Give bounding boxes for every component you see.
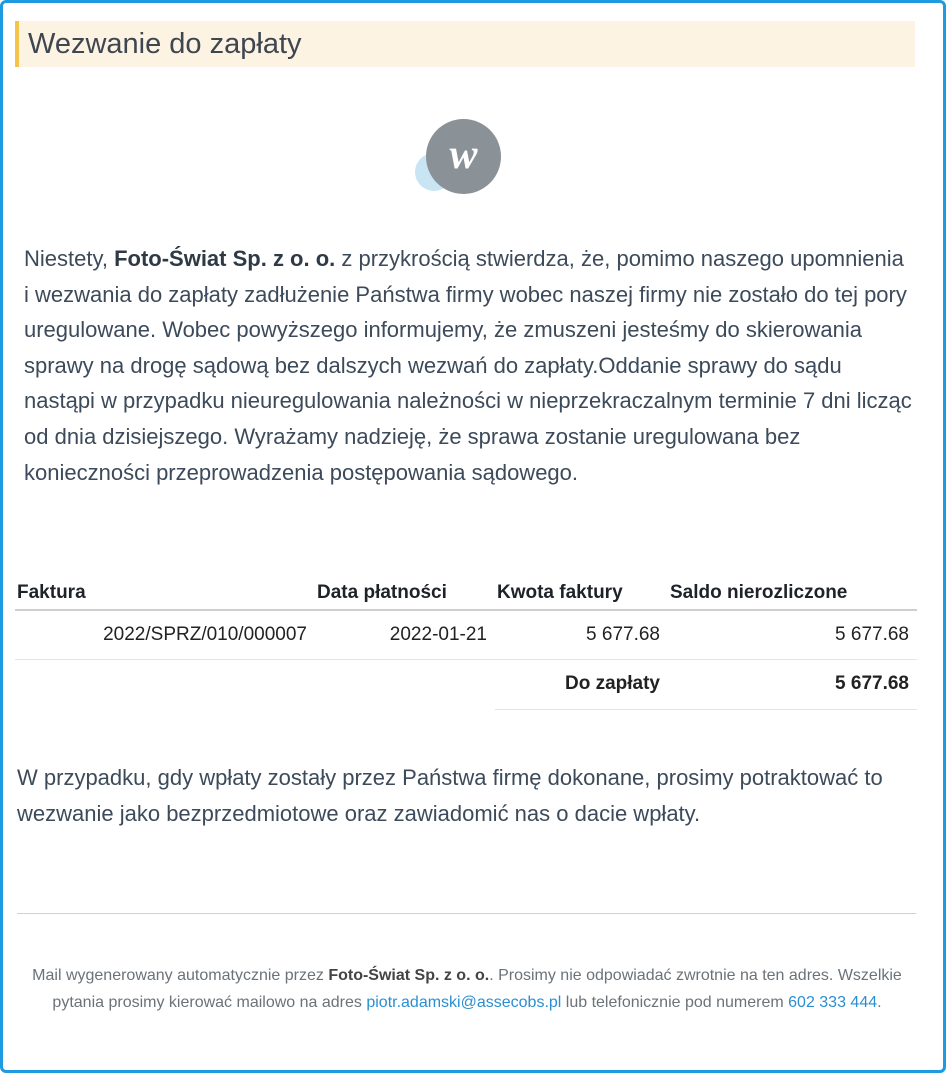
intro-paragraph — [24, 241, 914, 490]
footer-phone-link[interactable]: 602 333 444 — [788, 994, 878, 1011]
footer-note — [27, 962, 907, 1016]
footer-company-name: Foto-Świat Sp. z o. o. — [328, 967, 490, 984]
intro-body: z przykrością stwierdza, że, pomimo naszego upomnienia i wezwania do zapłaty zadłużenie Państwa firmy wobec naszej firmy nie zostało do tej pory uregulowane. Wobec powyższego informujemy, że zmuszeni jesteśmy do skierowania sprawy na drogę sądową bez dalszych wezwań do zapłaty.Oddanie sprawy do sądu nastąpi w przypadku nieuregulowania należności w nieprzekraczalnym terminie 7 dni licząc od dnia dzisiejszego. Wyrażamy nadzieję, że sprawa zostanie uregulowana bez konieczności przeprowadzenia postępowania sądowego. — [24, 246, 912, 485]
invoice-table — [15, 576, 917, 710]
due-date: 2022-01-21 — [315, 610, 495, 659]
total-label: Do zapłaty — [495, 659, 668, 709]
logo-letter: w — [426, 119, 501, 194]
header-due-date: Data płatności — [315, 576, 495, 610]
header-amount: Kwota faktury — [495, 576, 668, 610]
intro-prefix: Niestety, — [24, 246, 115, 271]
footer-middle: . Prosimy nie odpowiadać zwrotnie na ten adres. Wszelkie pytania prosimy kierować mailowo na adres — [52, 967, 902, 1011]
header-balance: Saldo nierozliczone — [668, 576, 917, 610]
table-row — [15, 610, 917, 659]
balance-amount: 5 677.68 — [668, 610, 917, 659]
total-value: 5 677.68 — [668, 659, 917, 709]
total-empty-cell — [315, 659, 495, 709]
outro-paragraph: W przypadku, gdy wpłaty zostały przez Państwa firmę dokonane, prosimy potraktować to wezwanie jako bezprzedmiotowe oraz zawiadomić nas o dacie wpłaty. — [17, 765, 883, 826]
footer-suffix: . — [877, 994, 882, 1011]
total-empty-cell — [15, 659, 315, 709]
company-logo — [415, 119, 501, 195]
footer-phone-prefix: lub telefonicznie pod numerem — [561, 994, 789, 1011]
invoice-number: 2022/SPRZ/010/000007 — [15, 610, 315, 659]
total-row — [15, 659, 917, 709]
invoice-amount: 5 677.68 — [495, 610, 668, 659]
footer-email-link[interactable]: piotr.adamski@assecobs.pl — [366, 994, 562, 1011]
page-title: Wezwanie do zapłaty — [28, 28, 302, 60]
intro-company-name: Foto-Świat Sp. z o. o. — [114, 246, 336, 271]
divider — [17, 913, 916, 914]
header-invoice: Faktura — [15, 576, 315, 610]
footer-prefix: Mail wygenerowany automatycznie przez — [32, 967, 329, 984]
table-header-row — [15, 576, 917, 610]
title-bar — [15, 21, 915, 67]
